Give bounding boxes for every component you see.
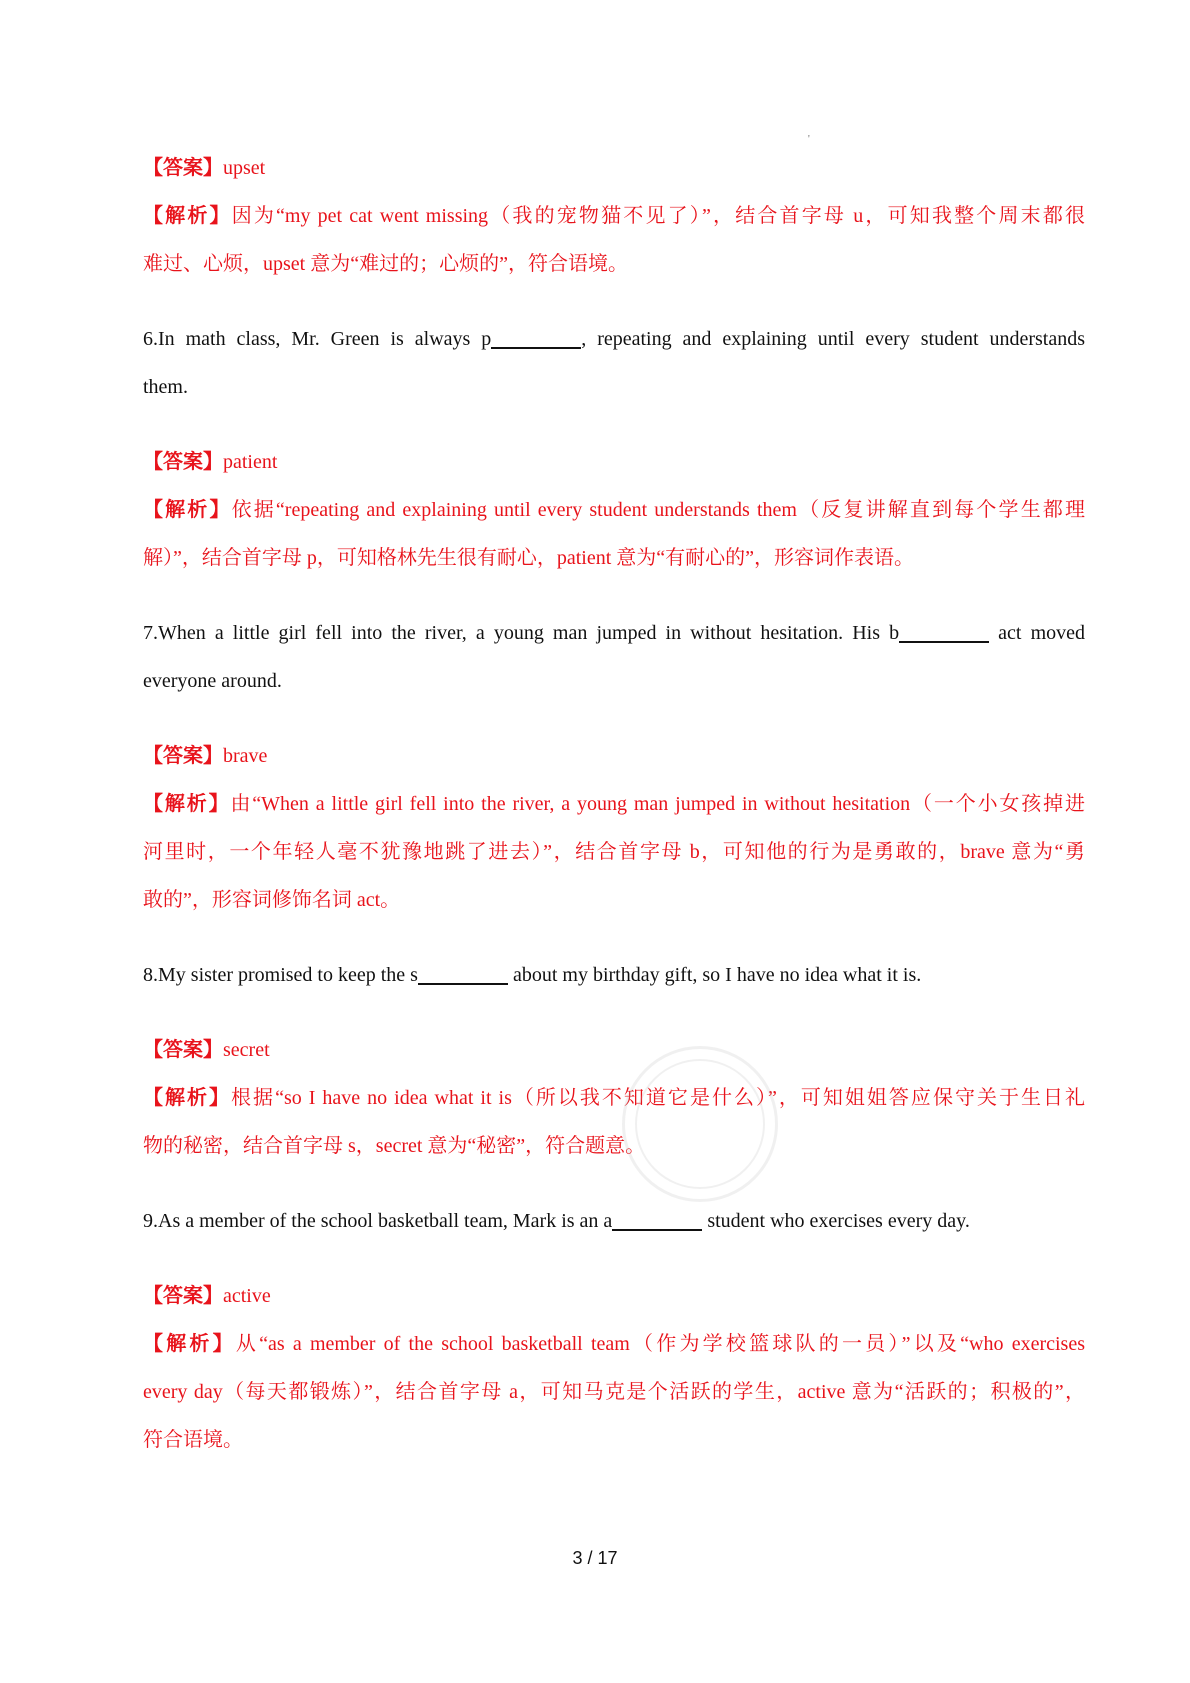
analysis-line	[143, 192, 1085, 240]
question-text: 6.In math class, Mr. Green is always p	[143, 328, 492, 350]
question-text: 8.My sister promised to keep the s	[143, 964, 418, 986]
answer-blank	[491, 325, 581, 349]
answer-label: 【答案】	[143, 157, 223, 179]
answer-text: brave	[223, 745, 268, 767]
answer-line	[143, 1026, 1085, 1074]
watermark-seal	[622, 1046, 778, 1202]
analysis-text: 根据“so I have no idea what it is（所以我不知道它是什么）”，可知姐姐答应保守关于生日礼	[231, 1087, 1085, 1109]
analysis-line: every day（每天都锻炼）”，结合首字母 a，可知马克是个活跃的学生，active 意为“活跃的；积极的”，	[143, 1381, 1085, 1403]
answer-label: 【答案】	[143, 1285, 223, 1307]
question-text: act moved	[989, 622, 1085, 644]
analysis-line: 解）”，结合首字母 p，可知格林先生很有耐心，patient 意为“有耐心的”，形容词作表语。	[143, 547, 915, 569]
answer-label: 【答案】	[143, 451, 223, 473]
question-6	[143, 315, 1085, 363]
answer-blank	[899, 619, 989, 643]
answer-blank	[612, 1207, 702, 1231]
answer-line	[143, 1272, 1085, 1320]
analysis-line: 难过、心烦，upset 意为“难过的；心烦的”，符合语境。	[143, 253, 628, 275]
answer-blank	[418, 961, 508, 985]
answer-text: patient	[223, 451, 278, 473]
analysis-label: 【解析】	[143, 1333, 236, 1355]
answer-text: active	[223, 1285, 271, 1307]
answer-label: 【答案】	[143, 1039, 223, 1061]
question-7-continued: everyone around.	[143, 670, 282, 692]
answer-text: upset	[223, 157, 266, 179]
question-7	[143, 609, 1085, 657]
analysis-label: 【解析】	[143, 205, 232, 227]
tick-mark: '	[808, 134, 810, 145]
question-9	[143, 1197, 1085, 1245]
question-6-continued: them.	[143, 376, 188, 398]
analysis-label: 【解析】	[143, 499, 232, 521]
page-number: 3 / 17	[572, 1548, 618, 1568]
analysis-text: 从“as a member of the school basketball team（作为学校篮球队的一员）”以及“who exercises	[235, 1333, 1085, 1355]
answer-label: 【答案】	[143, 745, 223, 767]
analysis-text: 依据“repeating and explaining until every student understands them（反复讲解直到每个学生都理	[231, 499, 1085, 521]
analysis-label: 【解析】	[143, 793, 231, 815]
analysis-label: 【解析】	[143, 1087, 232, 1109]
answer-line	[143, 732, 1085, 780]
answer-line	[143, 144, 1085, 192]
question-8	[143, 951, 1085, 999]
analysis-line	[143, 1074, 1085, 1122]
analysis-line: 河里时，一个年轻人毫不犹豫地跳了进去）”，结合首字母 b，可知他的行为是勇敢的，brave 意为“勇	[143, 841, 1085, 863]
question-text: , repeating and explaining until every student understands	[581, 328, 1085, 350]
analysis-text: 因为“my pet cat went missing（我的宠物猫不见了）”，结合首字母 u，可知我整个周末都很	[231, 205, 1085, 227]
analysis-line: 符合语境。	[143, 1429, 243, 1451]
analysis-line	[143, 486, 1085, 534]
question-text: student who exercises every day.	[702, 1210, 970, 1232]
question-text: 7.When a little girl fell into the river, a young man jumped in without hesitation. His b	[143, 622, 900, 644]
question-text: about my birthday gift, so I have no idea what it is.	[507, 964, 922, 986]
analysis-line: 敢的”，形容词修饰名词 act。	[143, 889, 401, 911]
answer-line	[143, 438, 1085, 486]
analysis-line	[143, 1320, 1085, 1368]
analysis-line	[143, 780, 1085, 828]
answer-text: secret	[223, 1039, 270, 1061]
question-text: 9.As a member of the school basketball team, Mark is an a	[143, 1210, 613, 1232]
analysis-line: 物的秘密，结合首字母 s，secret 意为“秘密”，符合题意。	[143, 1135, 646, 1157]
analysis-text: 由“When a little girl fell into the river, a young man jumped in without hesitation（一个小女孩掉进	[230, 793, 1085, 815]
